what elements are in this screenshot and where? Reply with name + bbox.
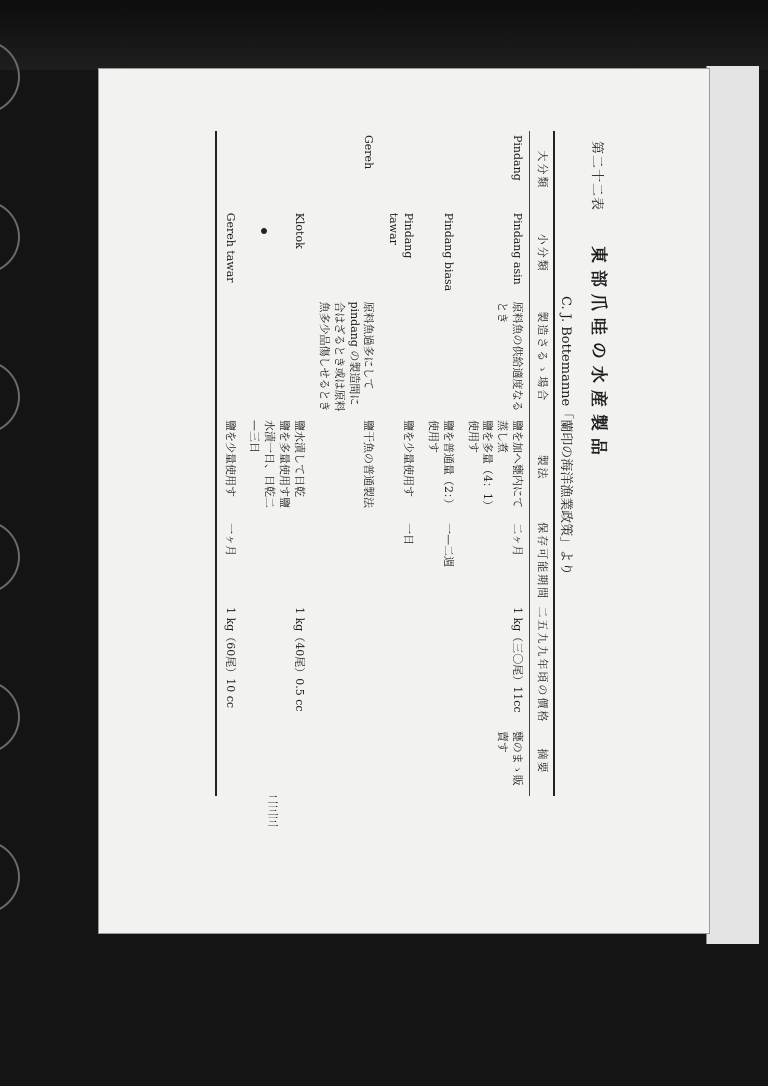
page-number: 二三三 [266,794,279,827]
cell-note [420,727,460,796]
cell-major: Gereh [362,135,376,170]
table-label: 第二十二表 [589,141,604,212]
cell-major: Pindang [511,135,525,181]
scan-top-edge [0,0,768,70]
cell-minor: Klotok [293,212,307,249]
cell-method: 鹽を少量使用す [402,420,416,498]
cell-condition [380,298,420,417]
ink-speck [261,228,267,234]
cell-minor: Gereh tawar [216,209,242,298]
cell-note: 甕のまゝ販賣す [496,730,525,786]
table-row [311,131,380,796]
cell-price [311,603,380,727]
table-row [242,131,311,796]
cell-note [242,727,311,796]
cell-major [216,131,242,209]
cell-keep [242,519,311,603]
cell-keep: 二ヶ月 [511,523,525,557]
cell-condition: 原料魚過多にしてpindang の製造間に合はざるとき或は原料魚多少品傷しせるとき [317,301,376,412]
title-text: 東部爪哇の水産製品 [588,245,608,462]
cell-price: 1 kg（40尾）0.5 cc [293,607,307,712]
table-row [216,131,242,796]
table-row [460,131,530,796]
cell-method: 鹽干魚の普通製法 [362,420,376,509]
header-price: 二五九九年頃の價格 [530,603,554,727]
header-condition: 製造さるゝ場合 [530,298,554,417]
cell-method: 鹽を普通量（2：）使用す [426,420,455,510]
cell-keep: 一—二週 [441,523,455,568]
rotated-table-sheet [169,131,639,871]
cell-major [420,131,460,209]
facing-page-edge [706,66,759,944]
header-keep: 保存可能期間 [530,519,554,603]
cell-note [311,727,380,796]
cell-note [216,727,242,796]
header-note: 摘要 [530,727,554,796]
cell-condition [420,298,460,417]
header-minor: 小分類 [530,209,554,298]
cell-price [380,603,420,727]
table-row [420,131,460,796]
binding-ring [0,680,20,754]
binding-ring [0,520,20,594]
cell-minor: Pindang biasa [441,212,455,292]
cell-major [242,131,311,209]
binding-ring [0,200,20,274]
cell-price: 1 kg（60尾）10 cc [216,603,242,727]
cell-keep [311,519,380,603]
cell-minor: Pindang asin [511,212,525,285]
cell-keep: 一ヶ月 [216,519,242,603]
header-major: 大分類 [530,131,554,209]
cell-note [380,727,420,796]
cell-condition [242,298,311,417]
table-row [380,131,420,796]
cell-method: 鹽を加へ甕内にて蒸し煮 鹽を多量（4：1）使用す [466,420,525,512]
header-method: 製法 [530,416,554,519]
cell-condition: 原料魚の供給適度なるとき [496,301,525,412]
document-page [98,68,710,934]
cell-keep: 一日 [402,523,416,546]
source-citation: C. J. Bottemanne「蘭印の海洋漁業政策」より [558,296,573,576]
cell-major [380,131,420,209]
cell-price: 1 kg（三〇尾）11cc [511,607,525,713]
cell-minor: Pindang tawar [387,212,416,259]
cell-price [420,603,460,727]
page-title [588,141,613,462]
table-header-row [530,131,554,796]
cell-condition [216,298,242,417]
binding-ring [0,840,20,914]
cell-minor [311,209,380,298]
cell-method: 鹽を少量使用す [216,416,242,519]
binding-ring [0,360,20,434]
cell-method: 鹽水漬して日乾 鹽を多量使用す鹽水漬一日、日乾二—三日 [248,420,307,509]
